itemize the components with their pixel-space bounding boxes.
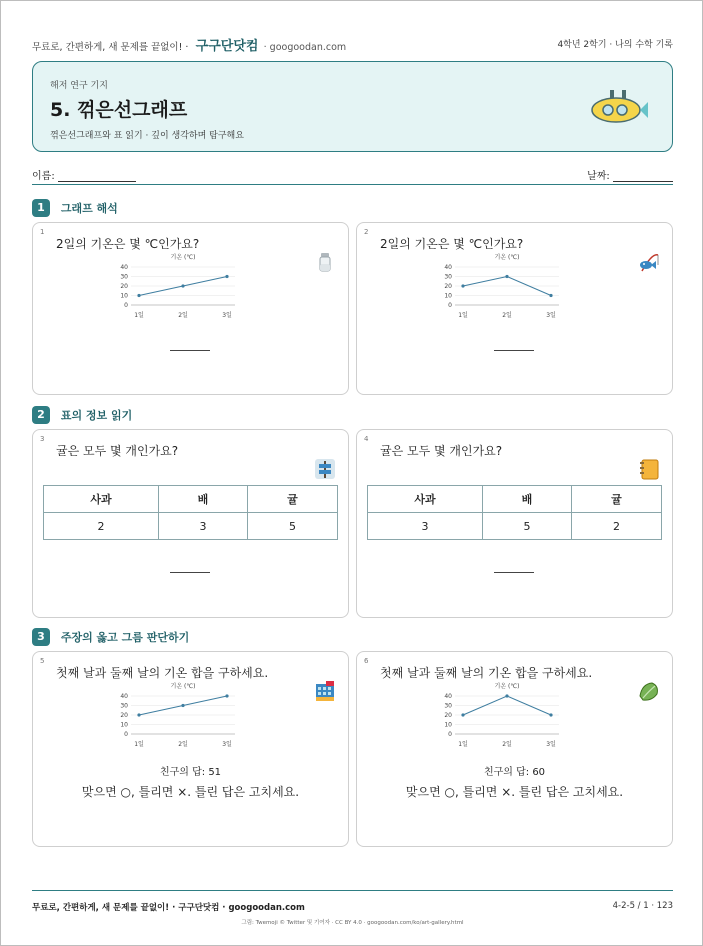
table-row [368, 513, 662, 540]
lettuce-icon [638, 680, 660, 702]
x-tick-label: 1일 [134, 312, 144, 319]
y-tick-label: 0 [124, 302, 128, 309]
table-cell: 2 [572, 513, 662, 540]
data-point [225, 694, 228, 697]
section-header-1 [32, 199, 118, 217]
table-header: 사과 [44, 486, 159, 513]
question-number: 6 [364, 657, 369, 665]
x-tick-label: 2일 [178, 312, 188, 319]
x-tick-label: 1일 [458, 312, 468, 319]
y-tick-label: 20 [120, 712, 128, 719]
x-tick-label: 3일 [222, 312, 232, 319]
x-tick-label: 2일 [502, 741, 512, 748]
x-tick-label: 2일 [178, 741, 188, 748]
table-cell: 3 [368, 513, 483, 540]
section-title: 주장의 옳고 그름 판단하기 [60, 631, 190, 644]
y-tick-label: 40 [120, 693, 128, 700]
y-tick-label: 10 [120, 292, 128, 300]
section-title: 그래프 해석 [60, 202, 118, 215]
brand-line [32, 35, 346, 54]
line-chart [427, 680, 567, 755]
brand-name: 구구단닷컴 [195, 39, 259, 54]
hero-banner [32, 61, 673, 152]
y-tick-label: 30 [444, 273, 452, 281]
data-point [225, 275, 228, 278]
question-number: 2 [364, 228, 369, 236]
y-tick-label: 30 [444, 702, 452, 710]
y-tick-label: 20 [444, 712, 452, 719]
footer-brand: 무료로, 간편하게, 새 문제를 끝없이! · 구구단닷컴 · googoodan.com [32, 903, 305, 913]
table-header: 귤 [248, 486, 338, 513]
top-header [32, 31, 673, 54]
line-chart [427, 251, 567, 326]
question-text: 귤은 모두 몇 개인가요? [56, 444, 179, 458]
data-point [549, 294, 552, 297]
brand-slogan: 무료로, 간편하게, 새 문제를 끝없이! · [32, 42, 189, 53]
table-cell: 2 [44, 513, 159, 540]
judge-instruction: 맞으면 ○, 틀리면 ×. 틀린 답은 고치세요. [405, 785, 624, 799]
answer-blank[interactable] [494, 350, 534, 351]
question-text: 귤은 모두 몇 개인가요? [380, 444, 503, 458]
y-tick-label: 40 [120, 264, 128, 271]
name-date-row [32, 165, 673, 185]
table-header: 귤 [572, 486, 662, 513]
y-tick-label: 10 [444, 292, 452, 300]
grade-label: 4학년 2학기 · 나의 수학 기록 [557, 40, 673, 50]
judge-instruction: 맞으면 ○, 틀리면 ×. 틀린 답은 고치세요. [81, 785, 300, 799]
y-tick-label: 20 [120, 283, 128, 290]
hero-description: 꺾은선그래프와 표 읽기 · 깊이 생각하며 탐구해요 [50, 131, 244, 141]
x-tick-label: 1일 [458, 741, 468, 748]
data-point [505, 275, 508, 278]
question-card-5 [32, 651, 349, 847]
section-number: 1 [32, 199, 50, 217]
y-tick-label: 30 [120, 273, 128, 281]
section-number: 2 [32, 406, 50, 424]
data-table [367, 485, 662, 540]
data-point [461, 713, 464, 716]
table-cell: 5 [483, 513, 572, 540]
y-tick-label: 30 [120, 702, 128, 710]
data-point [505, 694, 508, 697]
question-text: 첫째 날과 둘째 날의 기온 합을 구하세요. [380, 666, 593, 680]
question-number: 1 [40, 228, 45, 236]
x-tick-label: 1일 [134, 741, 144, 748]
y-tick-label: 10 [444, 721, 452, 729]
question-card-2 [356, 222, 673, 395]
chart-title: 기온 (℃) [170, 254, 196, 261]
y-tick-label: 40 [444, 693, 452, 700]
question-text: 2일의 기온은 몇 ℃인가요? [56, 237, 200, 251]
y-tick-label: 0 [448, 302, 452, 309]
name-blank[interactable] [58, 172, 136, 182]
section-header-2 [32, 406, 132, 424]
x-tick-label: 3일 [546, 312, 556, 319]
submarine-icon [590, 88, 650, 124]
data-point [181, 704, 184, 707]
date-blank[interactable] [613, 172, 673, 182]
hero-subtitle: 해저 연구 기지 [50, 81, 108, 91]
chart-title: 기온 (℃) [494, 254, 520, 261]
table-header: 배 [159, 486, 248, 513]
table-header: 배 [483, 486, 572, 513]
section-number: 3 [32, 628, 50, 646]
date-field[interactable] [587, 167, 673, 182]
chart-title: 기온 (℃) [494, 683, 520, 690]
answer-blank[interactable] [170, 572, 210, 573]
section-title: 표의 정보 읽기 [60, 409, 133, 422]
footer [32, 890, 673, 920]
question-number: 3 [40, 435, 45, 443]
x-tick-label: 2일 [502, 312, 512, 319]
table-header: 사과 [368, 486, 483, 513]
table-cell: 5 [248, 513, 338, 540]
x-tick-label: 3일 [222, 741, 232, 748]
y-tick-label: 0 [124, 731, 128, 738]
y-tick-label: 20 [444, 283, 452, 290]
building-icon [314, 680, 336, 702]
table-cell: 3 [159, 513, 248, 540]
answer-blank[interactable] [494, 572, 534, 573]
line-chart [103, 251, 243, 326]
data-point [181, 284, 184, 287]
chart-title: 기온 (℃) [170, 683, 196, 690]
page-number: 4-2-5 / 1 · 123 [612, 901, 673, 911]
image-credit: 그림: Twemoji © Twitter 및 기여자 · CC BY 4.0 · googoodan.com/ko/art-gallery.html [241, 920, 464, 926]
question-text: 첫째 날과 둘째 날의 기온 합을 구하세요. [56, 666, 269, 680]
question-text: 2일의 기온은 몇 ℃인가요? [380, 237, 524, 251]
salt-shaker-icon [314, 251, 336, 273]
name-field[interactable] [32, 167, 136, 182]
y-tick-label: 0 [448, 731, 452, 738]
question-number: 4 [364, 435, 369, 443]
notebook-icon [638, 458, 660, 480]
data-table [43, 485, 338, 540]
answer-blank[interactable] [170, 350, 210, 351]
table-header-row [44, 486, 338, 513]
y-tick-label: 40 [444, 264, 452, 271]
table-header-row [368, 486, 662, 513]
signpost-icon [314, 458, 336, 480]
question-number: 5 [40, 657, 45, 665]
table-row [44, 513, 338, 540]
data-point [549, 713, 552, 716]
x-tick-label: 3일 [546, 741, 556, 748]
y-tick-label: 10 [120, 721, 128, 729]
friend-answer: 친구의 답: 60 [483, 767, 546, 778]
question-card-6 [356, 651, 673, 847]
fishing-icon [638, 251, 660, 273]
section-header-3 [32, 628, 189, 646]
date-label: 날짜: [587, 171, 610, 182]
question-card-3 [32, 429, 349, 618]
data-point [137, 713, 140, 716]
data-point [137, 294, 140, 297]
brand-url: · googoodan.com [263, 42, 347, 53]
page-title: 5. 꺾은선그래프 [50, 99, 188, 121]
friend-answer: 친구의 답: 51 [159, 767, 222, 778]
name-label: 이름: [32, 171, 55, 182]
data-point [461, 284, 464, 287]
line-chart [103, 680, 243, 755]
question-card-4 [356, 429, 673, 618]
question-card-1 [32, 222, 349, 395]
